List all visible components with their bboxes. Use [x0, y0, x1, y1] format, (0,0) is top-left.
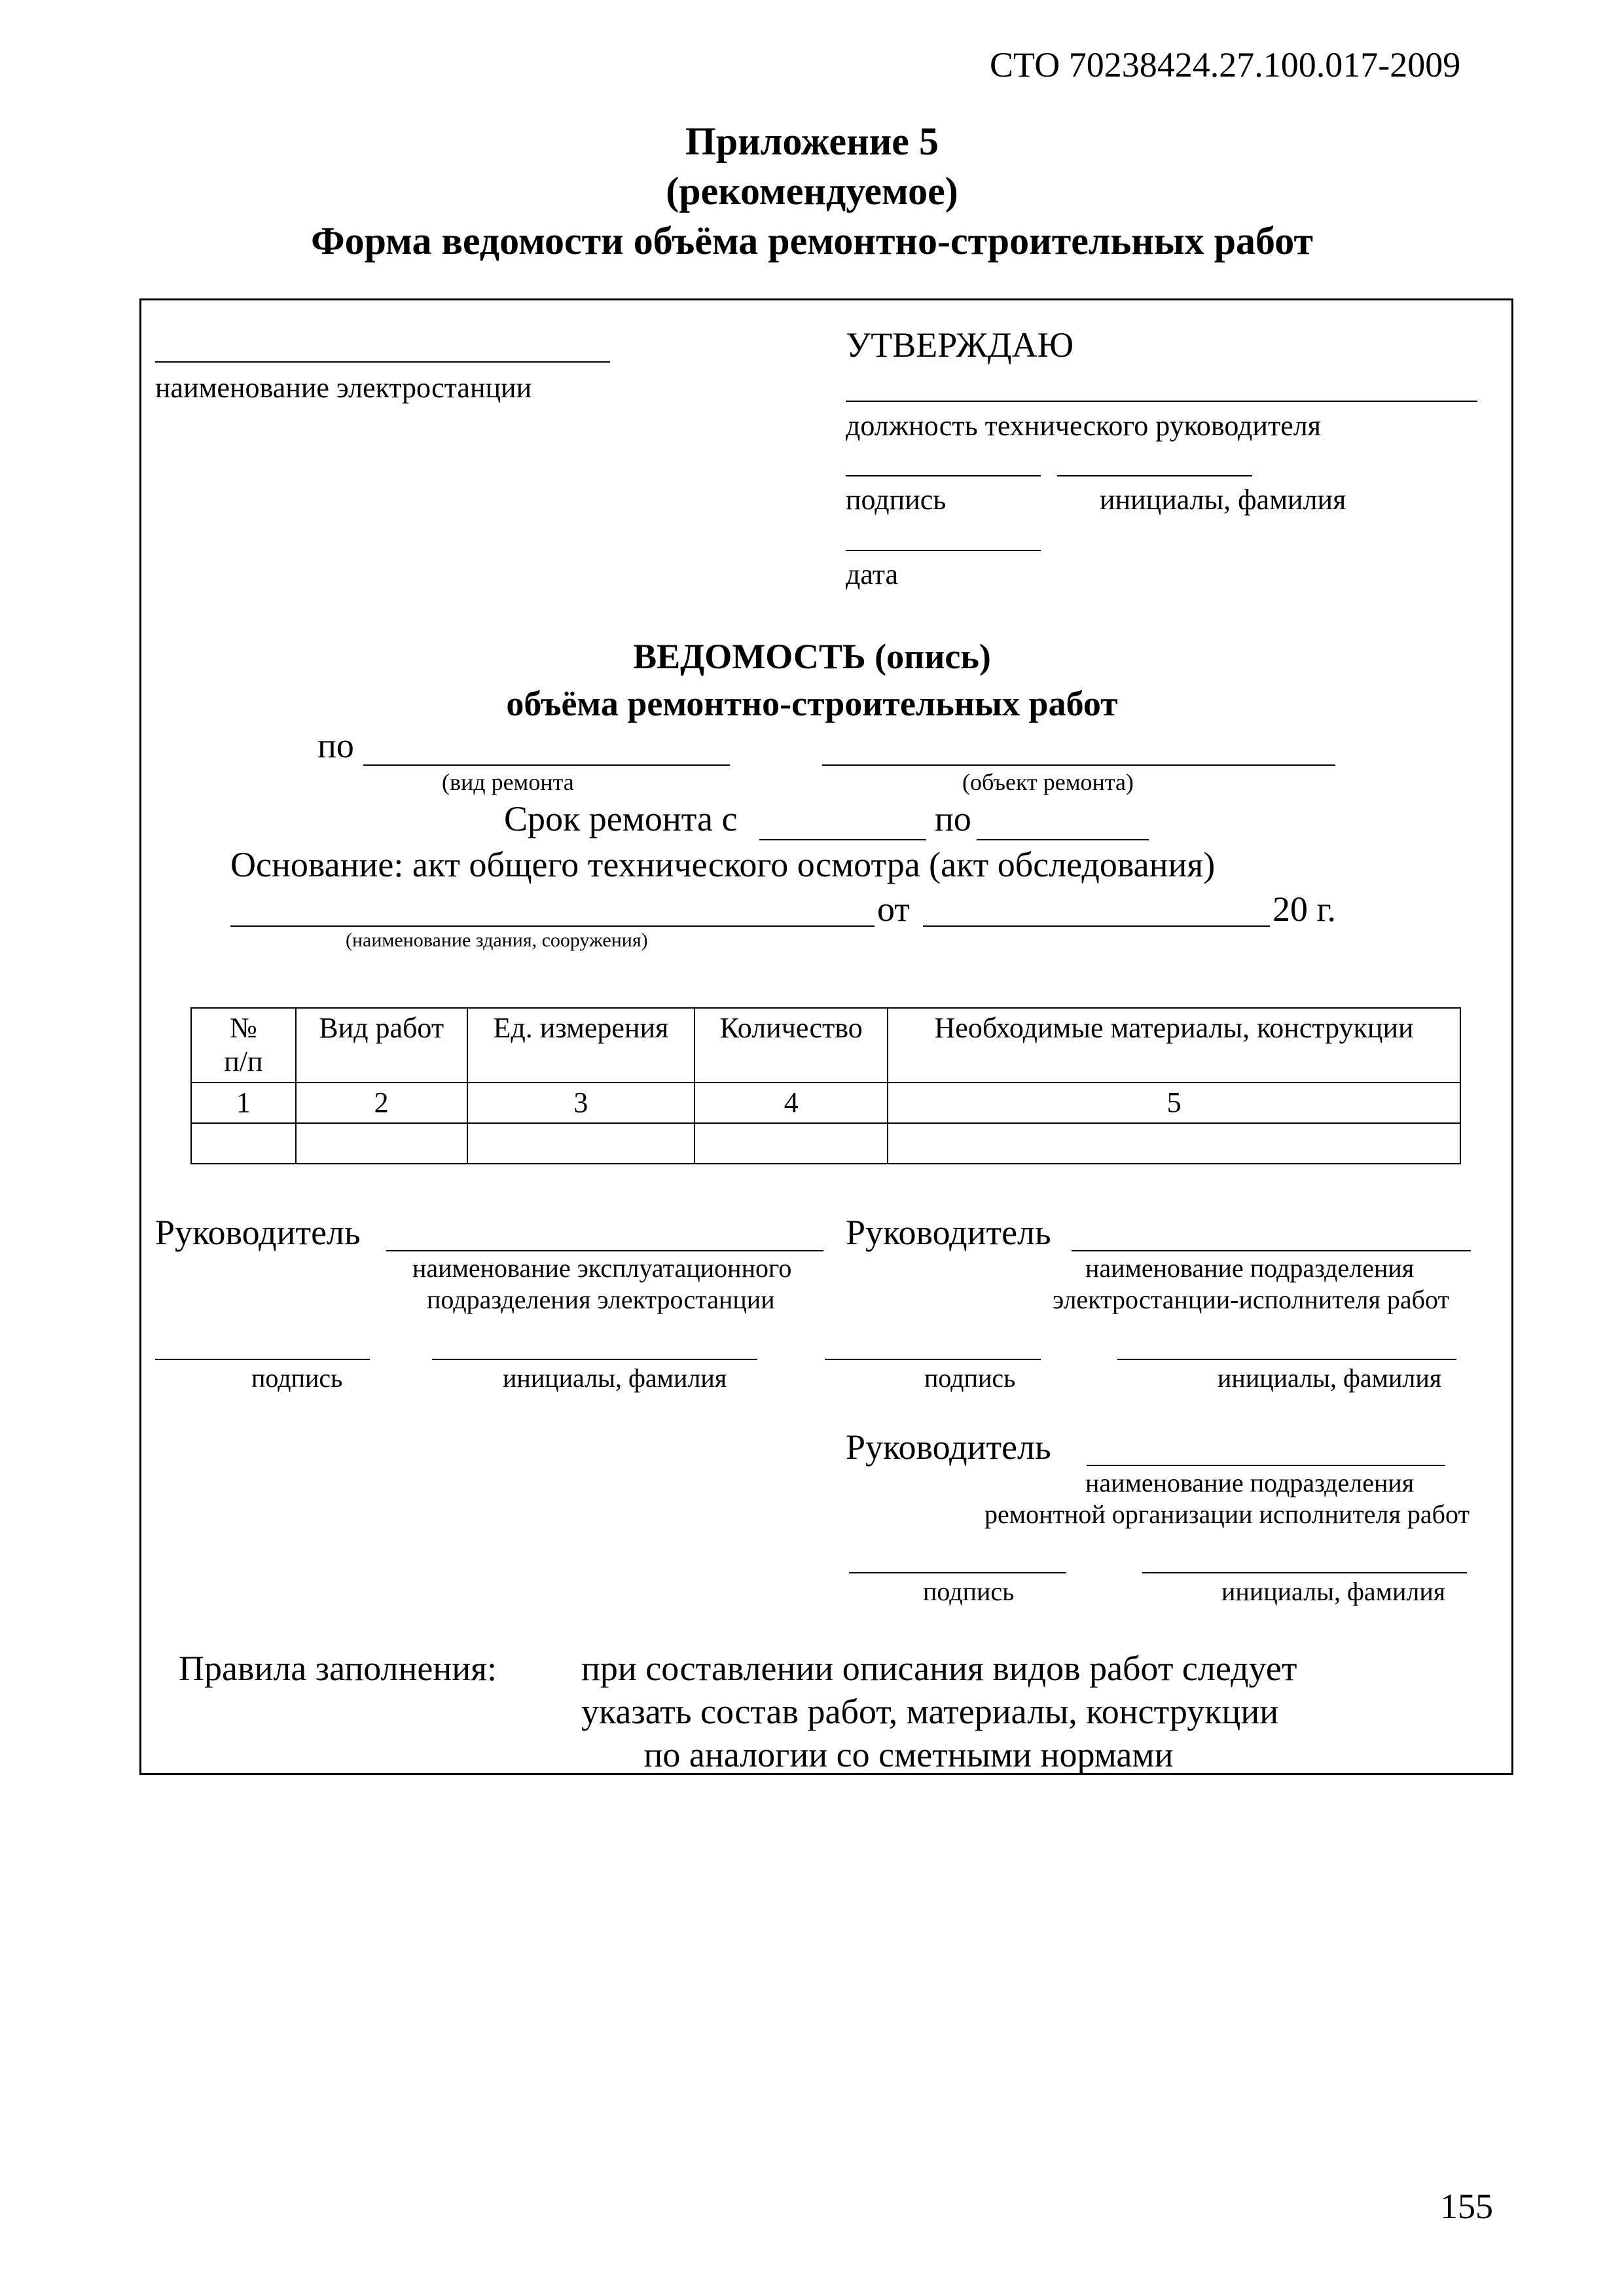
table-cell	[888, 1123, 1460, 1164]
rules-line-2: указать состав работ, материалы, конструкции	[581, 1692, 1279, 1731]
approval-signature-line	[846, 475, 1041, 476]
repair-object-caption: (объект ремонта)	[962, 769, 1134, 795]
basis-label: Основание: акт общего технического осмотра (акт обследования)	[230, 845, 1216, 884]
table-cell: 3	[467, 1083, 695, 1123]
table-row	[191, 1083, 1460, 1123]
approval-date-caption: дата	[846, 558, 899, 590]
works-table	[190, 1007, 1461, 1164]
rules-line-1: при составлении описания видов работ следует	[581, 1649, 1297, 1688]
right-signature-line	[825, 1359, 1041, 1360]
col-header-work-type: Вид работ	[296, 1008, 467, 1083]
table-cell: 5	[888, 1083, 1460, 1123]
po-label: по	[317, 726, 354, 765]
head-left-line	[386, 1250, 823, 1251]
table-row	[191, 1123, 1460, 1164]
approval-date-line	[846, 550, 1041, 551]
ot-label: от	[877, 889, 910, 929]
repair-signature-line	[849, 1572, 1066, 1573]
head-right-caption-1: наименование подразделения	[1085, 1253, 1415, 1283]
statement-title: ВЕДОМОСТЬ (опись)	[633, 637, 991, 676]
table-cell: 1	[191, 1083, 296, 1123]
repair-name-caption: инициалы, фамилия	[1221, 1577, 1446, 1606]
act-date-line	[923, 925, 1270, 927]
left-name-line	[432, 1359, 757, 1360]
table-cell: 4	[695, 1083, 888, 1123]
left-signature-caption: подпись	[251, 1363, 343, 1393]
right-name-caption: инициалы, фамилия	[1218, 1363, 1442, 1393]
form-title: Форма ведомости объёма ремонтно-строительных работ	[311, 219, 1313, 262]
table-cell: 2	[296, 1083, 467, 1123]
repair-term-label: Срок ремонта с	[504, 799, 738, 838]
col-header-materials: Необходимые материалы, конструкции	[888, 1008, 1460, 1083]
table-cell	[191, 1123, 296, 1164]
rules-label: Правила заполнения:	[179, 1649, 497, 1688]
left-signature-line	[155, 1359, 370, 1360]
year-label: 20 г.	[1272, 889, 1337, 929]
term-end-line	[977, 839, 1149, 840]
appendix-subtitle: (рекомендуемое)	[666, 170, 958, 213]
approve-label: УТВЕРЖДАЮ	[846, 325, 1074, 365]
repair-object-line	[822, 764, 1335, 766]
head-left-caption-1: наименование эксплуатационного	[412, 1253, 792, 1283]
head-right-label: Руководитель	[846, 1213, 1051, 1252]
col-header-number: № п/п	[191, 1008, 296, 1083]
approval-name-line	[1057, 475, 1252, 476]
repair-name-line	[1142, 1572, 1467, 1573]
head-left-caption-2: подразделения электростанции	[427, 1285, 775, 1314]
head-right-line	[1072, 1250, 1471, 1251]
right-signature-caption: подпись	[924, 1363, 1016, 1393]
head-right-caption-2: электростанции-исполнителя работ	[1053, 1285, 1449, 1314]
table-cell	[467, 1123, 695, 1164]
right-name-line	[1117, 1359, 1456, 1360]
document-code: СТО 70238424.27.100.017-2009	[990, 45, 1461, 84]
repair-type-line	[363, 764, 730, 766]
table-cell	[695, 1123, 888, 1164]
term-start-line	[759, 839, 926, 840]
appendix-title: Приложение 5	[685, 120, 939, 163]
head-left-label: Руководитель	[155, 1213, 361, 1252]
head-repair-line	[1087, 1465, 1445, 1466]
station-name-line	[155, 361, 610, 363]
repair-type-caption: (вид ремонта	[442, 769, 574, 795]
col-header-quantity: Количество	[695, 1008, 888, 1083]
col-header-unit: Ед. измерения	[467, 1008, 695, 1083]
head-repair-caption-1: наименование подразделения	[1085, 1468, 1415, 1498]
rules-line-3: по аналогии со сметными нормами	[643, 1735, 1174, 1774]
repair-signature-caption: подпись	[923, 1577, 1015, 1606]
table-header-row	[191, 1008, 1460, 1083]
position-line	[846, 401, 1477, 402]
station-name-caption: наименование электростанции	[155, 372, 532, 404]
building-name-caption: (наименование здания, сооружения)	[346, 929, 648, 951]
head-repair-caption-2: ремонтной организации исполнителя работ	[984, 1499, 1470, 1529]
approval-signature-caption: подпись	[846, 484, 947, 516]
page-number: 155	[1440, 2187, 1493, 2226]
position-caption: должность технического руководителя	[846, 410, 1321, 442]
left-name-caption: инициалы, фамилия	[503, 1363, 727, 1393]
head-repair-label: Руководитель	[846, 1427, 1051, 1467]
table-cell	[296, 1123, 467, 1164]
building-name-line	[230, 925, 875, 927]
term-po-label: по	[935, 799, 971, 838]
statement-subtitle: объёма ремонтно-строительных работ	[506, 684, 1118, 723]
approval-name-caption: инициалы, фамилия	[1100, 484, 1346, 516]
